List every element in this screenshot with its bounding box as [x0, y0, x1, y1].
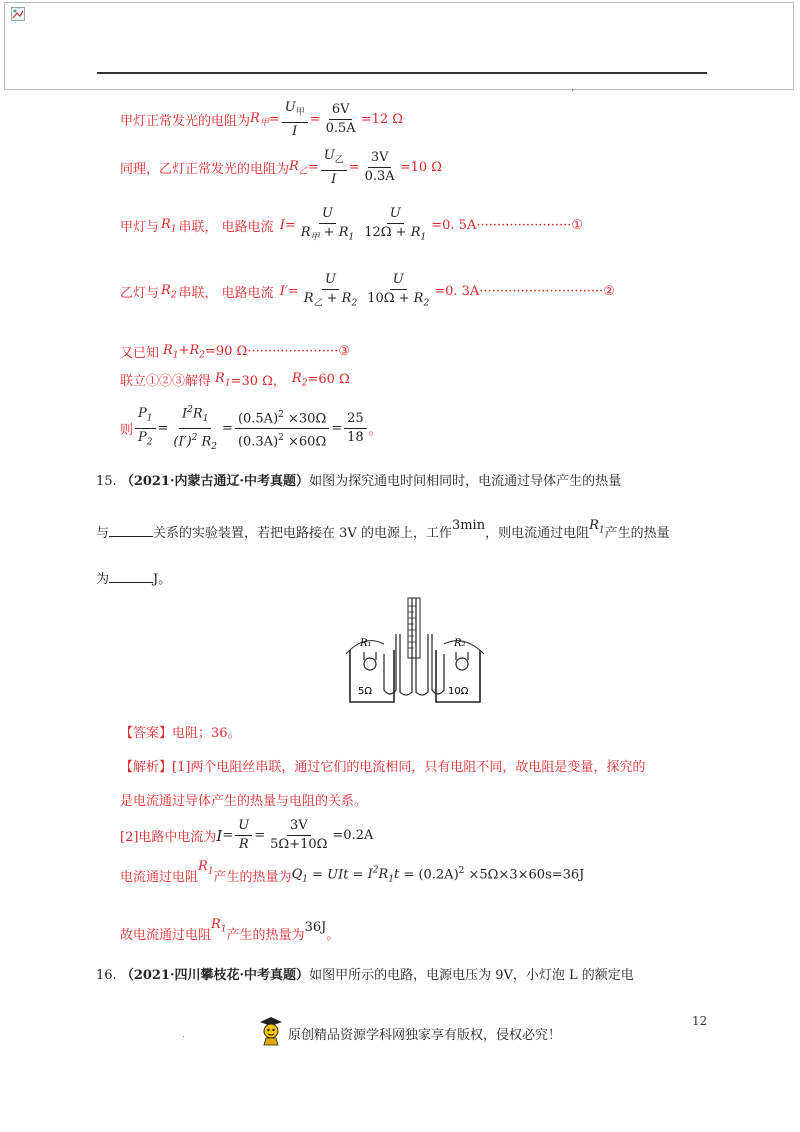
experiment-figure — [344, 594, 484, 706]
answer-line — [120, 722, 241, 741]
q15-source: （2021·内蒙古通辽·中考真题） — [120, 474, 310, 489]
line5-result: =90 Ω······················③ — [204, 344, 350, 359]
q16-line — [96, 964, 634, 983]
solution-line-4: 乙灯与 $R_2$ 串联， 电路电流 I′ = $\frac{U}{R_乙 + R_2}$ $\frac{U}{10\Omega + R_2}$ =0. 3A······························② — [120, 272, 615, 309]
solution-line-1: 甲灯正常发光的电阻为 $R_甲$ = $\frac{U_甲}{I}$ = $\frac{6V}{0.5A}$ =12 Ω — [120, 100, 404, 139]
line5-text: 又已知 — [120, 346, 160, 361]
analysis-text-5d: 。 — [326, 928, 340, 943]
line2-text: 同理，乙灯正常发光的电阻为 — [120, 162, 290, 178]
line3-mid: 串联， 电路电流 — [178, 220, 274, 236]
q15-text-1: 如图为探究通电时间相同时，电流通过导体产生的热量 — [309, 474, 622, 489]
line6-text: 联立①②③解得 — [120, 374, 212, 389]
q15-line3 — [96, 568, 171, 587]
q15-time: 3min — [451, 518, 486, 533]
analysis-text-5: 故电流通过电阻 — [120, 928, 212, 943]
q15-line2: 与 关系的实验装置，若把电路接在 3V 的电源上，工作3min，则电流通过电阻$R_1$产生的热量 — [96, 518, 670, 541]
line4-text: 乙灯与 — [120, 286, 160, 302]
fig-label-r1: R₁ — [360, 638, 372, 649]
fig-label-5ohm: 5Ω — [358, 686, 373, 697]
q15-text-2a: 与 — [96, 526, 110, 541]
analysis-line-3: [2]电路中电流为 I = $\frac{U}{R}$ = $\frac{3V}{5\Omega+10\Omega}$ =0.2A — [120, 818, 374, 852]
analysis-line-5: 故电流通过电阻 $R_1$ 产生的热量为 36J 。 — [120, 916, 340, 943]
header-dot: . — [571, 83, 575, 94]
header-rule — [97, 72, 707, 74]
q15-text-2d: 产生的热量 — [604, 526, 670, 541]
q15-text-3a: 为 — [96, 572, 110, 587]
line3-result: =0. 5A·······················① — [431, 218, 584, 234]
q15-text-3b: J。 — [153, 572, 172, 587]
q16-number: 16. — [96, 968, 117, 983]
solution-line-7: 则 $\frac{P_1}{P_2}$ = $\frac{I^2R_1}{(I')^2 R_2}$ = $\frac{(0.5A)^2 \times 30\Omega}{(0.3A)^2 \times 60\Omega}$ = $\frac{25}{18}$ 。 — [120, 402, 382, 455]
solution-line-3: 甲灯与 $R_1$ 串联， 电路电流 I = $\frac{U}{R_甲 + R_1}$ $\frac{U}{12\Omega + R_1}$ =0. 5A·······················① — [120, 206, 584, 243]
page-number: 12 — [692, 1014, 708, 1028]
q15-line1 — [96, 470, 621, 489]
analysis-text-1: [1]两个电阻丝串联，通过它们的电流相同，只有电阻不同，故电阻是变量，探究的 — [172, 760, 646, 775]
answer-label: 【答案】 — [120, 726, 173, 741]
q16-source: （2021·四川攀枝花·中考真题） — [120, 968, 310, 983]
analysis-line-1 — [120, 756, 645, 775]
solution-line-5: 又已知 $R_1+R_2$ =90 Ω······················③ — [120, 342, 350, 361]
q15-text-2c: ，则电流通过电阻 — [485, 526, 590, 541]
footer-dot: . — [182, 1030, 185, 1039]
analysis-line-2 — [120, 790, 367, 809]
analysis-text-4: 电流通过电阻 — [120, 870, 199, 885]
footer-copyright: 原创精品资源学科网独家享有版权，侵权必究！ — [288, 1028, 562, 1043]
analysis-text-3: [2]电路中电流为 — [120, 830, 217, 845]
line1-result: =12 Ω — [360, 112, 404, 128]
line2-result: =10 Ω — [399, 160, 443, 176]
line4-mid: 串联， 电路电流 — [178, 286, 274, 302]
line7-prefix: 则 — [120, 422, 134, 438]
analysis-label: 【解析】 — [120, 760, 173, 775]
q15-blank-1[interactable] — [109, 524, 153, 537]
q15-number: 15. — [96, 474, 117, 489]
line6-result2: =60 Ω — [307, 372, 350, 387]
q16-text: 如图甲所示的电路，电源电压为 9V，小灯泡 L 的额定电 — [309, 968, 634, 983]
broken-image-icon — [11, 7, 25, 21]
answer-text: 电阻；36。 — [172, 726, 241, 741]
line4-result: =0. 3A······························② — [434, 284, 615, 300]
fig-label-10ohm: 10Ω — [448, 686, 469, 697]
analysis-line-4: 电流通过电阻 $R_1$ 产生的热量为 $Q_1$ = UIt = $I^2R_1t = (0.2A)^2 \times 5\Omega\times 3\times 60s=36J$ — [120, 858, 585, 885]
fig-label-r2: R₂ — [454, 638, 466, 649]
analysis-text-4b: 产生的热量为 — [213, 870, 292, 885]
analysis-text-2: 是电流通过导体产生的热量与电阻的关系。 — [120, 794, 368, 809]
line7-suffix: 。 — [368, 422, 382, 438]
header-frame — [4, 2, 794, 94]
solution-line-6: 联立①②③解得 $R_1$ =30 Ω， $R_2$ =60 Ω — [120, 370, 350, 389]
mascot-icon — [258, 1016, 284, 1046]
line3-text: 甲灯与 — [120, 220, 160, 236]
analysis-text-5b: 产生的热量为 — [226, 928, 305, 943]
q15-blank-2[interactable] — [109, 570, 153, 583]
line6-result1: =30 Ω， — [230, 374, 286, 389]
q15-text-2b: 关系的实验装置，若把电路接在 3V 的电源上，工作 — [153, 526, 452, 541]
solution-line-2: 同理，乙灯正常发光的电阻为 $R_乙$ = $\frac{U_乙}{I}$ = $\frac{3V}{0.3A}$ =10 Ω — [120, 148, 443, 187]
analysis-text-5c: 36J — [304, 920, 327, 935]
line1-text: 甲灯正常发光的电阻为 — [120, 114, 251, 130]
